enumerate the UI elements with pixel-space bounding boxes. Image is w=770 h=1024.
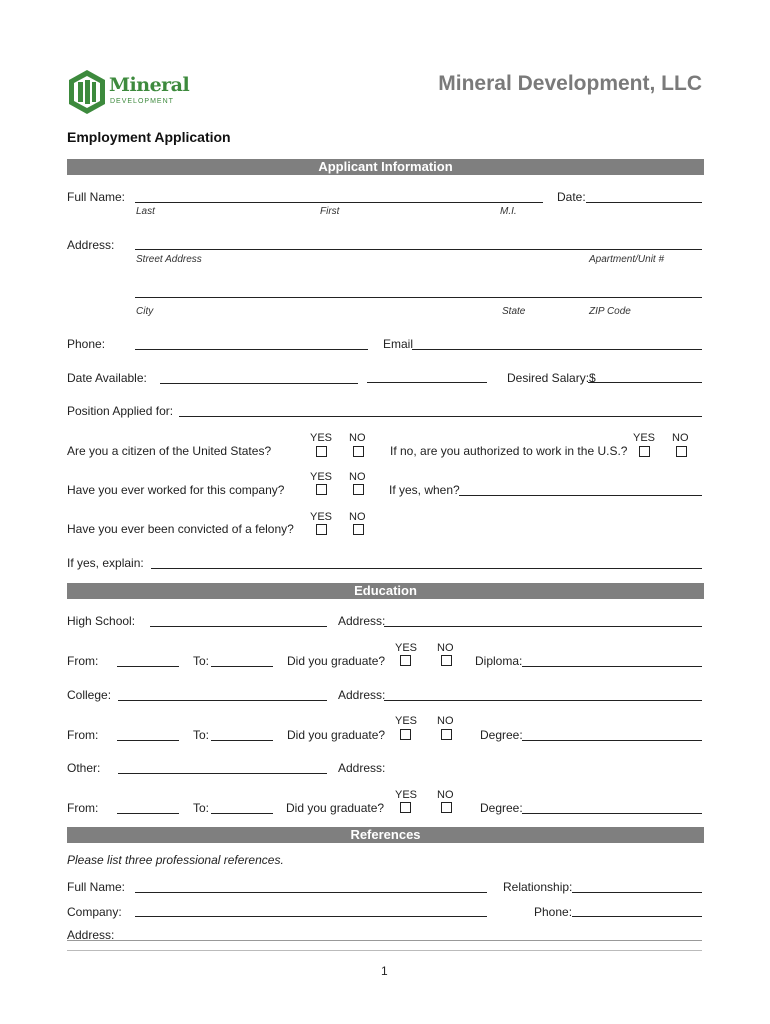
hs-to-field[interactable] — [211, 666, 273, 667]
reference-relationship-field[interactable] — [572, 892, 702, 893]
hs-graduate-no-checkbox[interactable] — [441, 655, 452, 666]
authorized-question: If no, are you authorized to work in the U.S.? — [390, 444, 628, 458]
authorized-yes-label: YES — [633, 432, 656, 444]
high-school-label: High School: — [67, 614, 136, 628]
citizen-question: Are you a citizen of the United States? — [67, 444, 272, 458]
high-school-field[interactable] — [150, 626, 327, 627]
authorized-no-checkbox[interactable] — [676, 446, 687, 457]
citizen-yes-label: YES — [310, 432, 333, 444]
other-from-field[interactable] — [117, 813, 179, 814]
citizen-yes-checkbox[interactable] — [316, 446, 327, 457]
diploma-field[interactable] — [522, 666, 702, 667]
other-degree-label: Degree: — [480, 801, 523, 815]
position-applied-field[interactable] — [179, 416, 702, 417]
zip-code-caption: ZIP Code — [589, 306, 631, 317]
date-available-extra-field[interactable] — [367, 382, 487, 383]
citizen-no-checkbox[interactable] — [353, 446, 364, 457]
logo-mark-icon — [67, 68, 107, 116]
other-graduate-yes-label: YES — [395, 789, 418, 801]
worked-no-label: NO — [349, 471, 366, 483]
college-degree-field[interactable] — [522, 740, 702, 741]
street-address-caption: Street Address — [136, 254, 202, 265]
college-label: College: — [67, 688, 112, 702]
felony-no-checkbox[interactable] — [353, 524, 364, 535]
felony-yes-label: YES — [310, 511, 333, 523]
felony-no-label: NO — [349, 511, 366, 523]
college-address-field[interactable] — [384, 700, 702, 701]
date-field[interactable] — [586, 202, 702, 203]
worked-yes-checkbox[interactable] — [316, 484, 327, 495]
college-to-label: To: — [193, 728, 210, 742]
desired-salary-label: Desired Salary:$ — [507, 371, 596, 385]
college-graduate-yes-label: YES — [395, 715, 418, 727]
reference-phone-label: Phone: — [534, 905, 573, 919]
form-title: Employment Application — [67, 129, 231, 145]
college-from-field[interactable] — [117, 740, 179, 741]
college-graduate-no-label: NO — [437, 715, 454, 727]
last-name-caption: Last — [136, 206, 155, 217]
company-logo — [67, 68, 190, 116]
position-applied-label: Position Applied for: — [67, 404, 174, 418]
college-graduate-no-checkbox[interactable] — [441, 729, 452, 740]
college-graduate-yes-checkbox[interactable] — [400, 729, 411, 740]
hs-to-label: To: — [193, 654, 210, 668]
middle-initial-caption: M.I. — [500, 206, 517, 217]
college-degree-label: Degree: — [480, 728, 523, 742]
other-graduate-question: Did you graduate? — [286, 801, 385, 815]
worked-yes-label: YES — [310, 471, 333, 483]
authorized-no-label: NO — [672, 432, 689, 444]
date-label: Date: — [557, 190, 586, 204]
other-degree-field[interactable] — [522, 813, 702, 814]
reference-company-field[interactable] — [135, 916, 487, 917]
if-yes-explain-field[interactable] — [151, 568, 702, 569]
felony-yes-checkbox[interactable] — [316, 524, 327, 535]
other-graduate-no-checkbox[interactable] — [441, 802, 452, 813]
other-to-field[interactable] — [211, 813, 273, 814]
college-graduate-question: Did you graduate? — [287, 728, 386, 742]
date-available-label: Date Available: — [67, 371, 147, 385]
high-school-address-field[interactable] — [384, 626, 702, 627]
other-from-label: From: — [67, 801, 99, 815]
diploma-label: Diploma: — [475, 654, 523, 668]
street-address-field[interactable] — [135, 249, 702, 250]
if-yes-when-label: If yes, when? — [389, 483, 460, 497]
other-graduate-no-label: NO — [437, 789, 454, 801]
hs-from-field[interactable] — [117, 666, 179, 667]
reference-address-label: Address: — [67, 928, 115, 942]
city-caption: City — [136, 306, 154, 317]
if-yes-when-field[interactable] — [459, 495, 702, 496]
references-instruction: Please list three professional references. — [67, 853, 284, 867]
hs-graduate-question: Did you graduate? — [287, 654, 386, 668]
address-label: Address: — [67, 238, 115, 252]
phone-label: Phone: — [67, 337, 106, 351]
section-references: References — [67, 827, 704, 843]
reference-relationship-label: Relationship: — [503, 880, 573, 894]
worked-question: Have you ever worked for this company? — [67, 483, 285, 497]
section-applicant-information: Applicant Information — [67, 159, 704, 175]
full-name-label: Full Name: — [67, 190, 126, 204]
hs-from-label: From: — [67, 654, 99, 668]
other-school-field[interactable] — [118, 773, 327, 774]
college-to-field[interactable] — [211, 740, 273, 741]
state-caption: State — [502, 306, 526, 317]
logo-word: Mineral — [109, 74, 190, 96]
if-yes-explain-label: If yes, explain: — [67, 556, 144, 570]
email-label: Email — [383, 337, 414, 351]
desired-salary-field[interactable] — [588, 382, 702, 383]
reference-address-second-line — [67, 950, 702, 951]
authorized-yes-checkbox[interactable] — [639, 446, 650, 457]
email-field[interactable] — [412, 349, 702, 350]
hs-graduate-yes-checkbox[interactable] — [400, 655, 411, 666]
phone-field[interactable] — [135, 349, 368, 350]
reference-company-label: Company: — [67, 905, 122, 919]
hs-graduate-yes-label: YES — [395, 642, 418, 654]
worked-no-checkbox[interactable] — [353, 484, 364, 495]
high-school-address-label: Address: — [338, 614, 386, 628]
reference-full-name-field[interactable] — [135, 892, 487, 893]
citizen-no-label: NO — [349, 432, 366, 444]
section-education: Education — [67, 583, 704, 599]
reference-address-field[interactable] — [67, 940, 702, 941]
logo-subword: DEVELOPMENT — [110, 98, 174, 105]
college-field[interactable] — [118, 700, 327, 701]
felony-question: Have you ever been convicted of a felony? — [67, 522, 294, 536]
reference-phone-field[interactable] — [572, 916, 702, 917]
first-name-caption: First — [320, 206, 340, 217]
other-graduate-yes-checkbox[interactable] — [400, 802, 411, 813]
date-available-field[interactable] — [160, 383, 358, 384]
other-school-label: Other: — [67, 761, 101, 775]
company-name: Mineral Development, LLC — [438, 72, 702, 95]
college-address-label: Address: — [338, 688, 386, 702]
hs-graduate-no-label: NO — [437, 642, 454, 654]
other-address-label: Address: — [338, 761, 386, 775]
full-name-field[interactable] — [135, 202, 543, 203]
reference-full-name-label: Full Name: — [67, 880, 126, 894]
other-to-label: To: — [193, 801, 210, 815]
apartment-unit-caption: Apartment/Unit # — [589, 254, 665, 265]
college-from-label: From: — [67, 728, 99, 742]
city-state-zip-field[interactable] — [135, 297, 702, 298]
page-number: 1 — [381, 964, 388, 978]
